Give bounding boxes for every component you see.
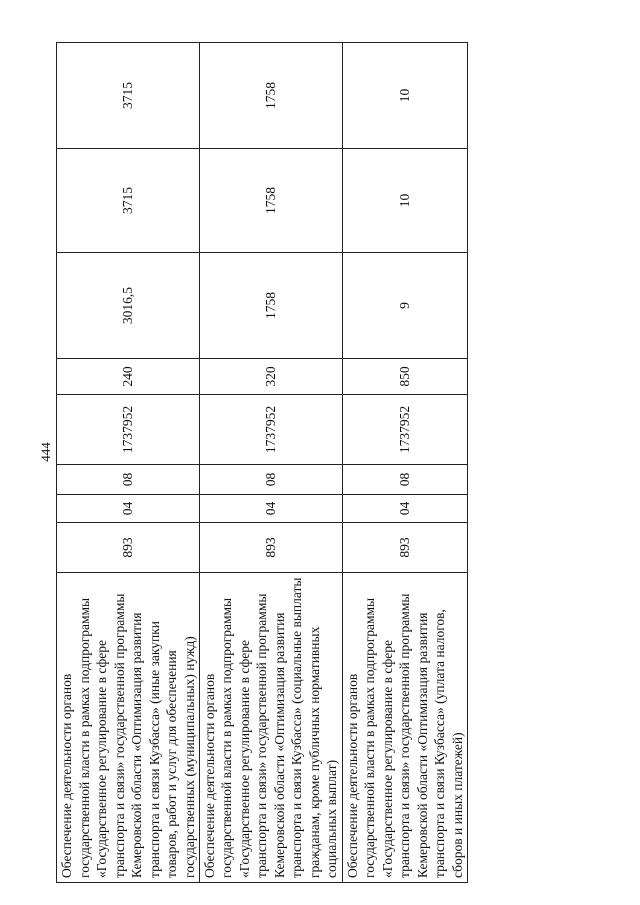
cell-amount-2: 3715 [57,149,200,253]
cell-expense-type: 320 [199,359,342,395]
table-row [199,43,342,883]
cell-amount-1: 1758 [199,253,342,359]
cell-amount-3: 1758 [199,43,342,149]
cell-section-code: 04 [199,495,342,523]
row-description: Обеспечение деятельности органов государственной власти в рамках подпрограммы «Государственное регулирование в сфере транспорта и связи» государственной программы Кемеровской области «Оптимизация развития транспорта и связи Кузбасса» (уплата налогов, сборов и иных платежей) [342,573,467,883]
cell-target-article: 1737952 [199,395,342,465]
budget-table [56,42,468,883]
page-number [36,0,56,905]
cell-section-code: 04 [342,495,467,523]
cell-section-code: 04 [57,495,200,523]
cell-target-article: 1737952 [57,395,200,465]
budget-table-sheet [56,43,640,878]
cell-subsection-code: 08 [199,465,342,495]
cell-expense-type: 240 [57,359,200,395]
cell-amount-1: 3016,5 [57,253,200,359]
rotated-table-wrapper [56,43,468,883]
table-row [342,43,467,883]
cell-department-code: 893 [57,523,200,573]
cell-subsection-code: 08 [57,465,200,495]
cell-amount-1: 9 [342,253,467,359]
cell-subsection-code: 08 [342,465,467,495]
row-description: Обеспечение деятельности органов государственной власти в рамках подпрограммы «Государственное регулирование в сфере транспорта и связи» государственной программы Кемеровской области «Оптимизация развития транспорта и связи Кузбасса» (иные закупки товаров, работ и услуг для обеспечения государственных (муниципальных) нужд) [57,573,200,883]
row-description: Обеспечение деятельности органов государственной власти в рамках подпрограммы «Государственное регулирование в сфере транспорта и связи» государственной программы Кемеровской области «Оптимизация развития транспорта и связи Кузбасса» (социальные выплаты гражданам, кроме публичных нормативных социальных выплат) [199,573,342,883]
cell-amount-3: 10 [342,43,467,149]
cell-expense-type: 850 [342,359,467,395]
cell-department-code: 893 [199,523,342,573]
cell-amount-3: 3715 [57,43,200,149]
cell-department-code: 893 [342,523,467,573]
cell-target-article: 1737952 [342,395,467,465]
page-number-text: 444 [38,442,53,462]
cell-amount-2: 1758 [199,149,342,253]
cell-amount-2: 10 [342,149,467,253]
table-row [57,43,200,883]
